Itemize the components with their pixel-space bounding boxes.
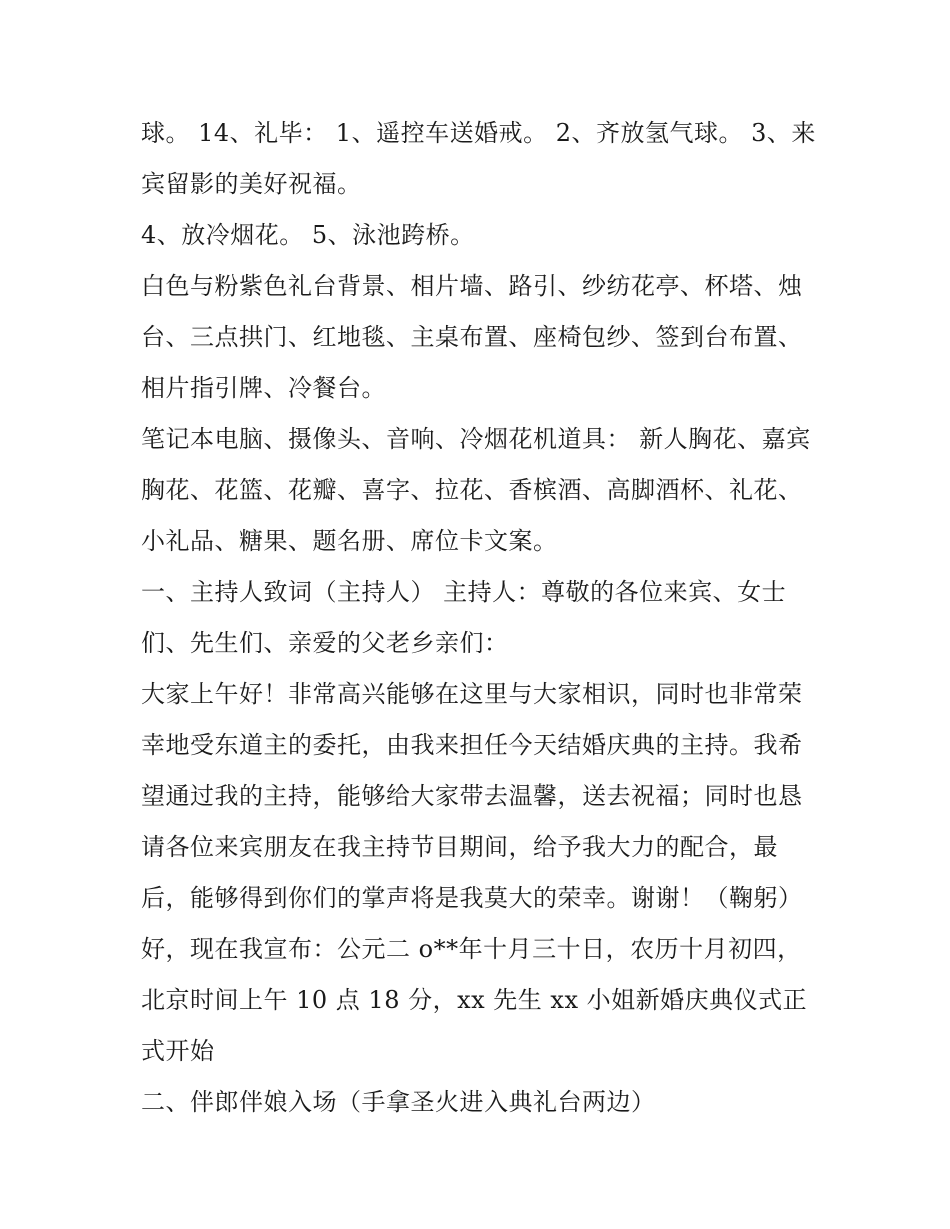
paragraph-fireworks: 4、放冷烟花。 5、泳池跨桥。: [141, 221, 475, 249]
paragraph-decoration: 白色与粉紫色礼台背景、相片墙、路引、纱纺花亭、杯塔、烛台、三点拱门、红地毯、主桌布置、座椅包纱、签到台布置、相片指引牌、冷餐台。: [141, 272, 803, 402]
paragraph-host-speech: 大家上午好！非常高兴能够在这里与大家相识，同时也非常荣幸地受东道主的委托，由我来担任今天结婚庆典的主持。我希望通过我的主持，能够给大家带去温馨，送去祝福；同时也恳请各位来宾朋友在我主持节目期间，给予我大力的配合，最后，能够得到你们的掌声将是我莫大的荣幸。谢谢！（鞠躬）好，现在我宣布：公元二 o**年十月三十日，农历十月初四，北京时间上午 10 点 18 分，xx 先生 xx 小姐新婚庆典仪式正式开始: [141, 680, 808, 1065]
paragraph-host-opening: 一、主持人致词（主持人） 主持人：尊敬的各位来宾、女士们、先生们、亲爱的父老乡亲们：: [141, 578, 787, 657]
paragraph-groomsmen-entrance: 二、伴郎伴娘入场（手拿圣火进入典礼台两边）: [141, 1088, 656, 1116]
document-body: [141, 108, 821, 1128]
paragraph-equipment: 笔记本电脑、摄像头、音响、冷烟花机道具： 新人胸花、嘉宾胸花、花篮、花瓣、喜字、拉花、香槟酒、高脚酒杯、礼花、小礼品、糖果、题名册、席位卡文案。: [141, 425, 811, 555]
paragraph-ceremony-end: 球。 14、礼毕： 1、遥控车送婚戒。 2、齐放氢气球。 3、来宾留影的美好祝福。: [141, 119, 816, 198]
